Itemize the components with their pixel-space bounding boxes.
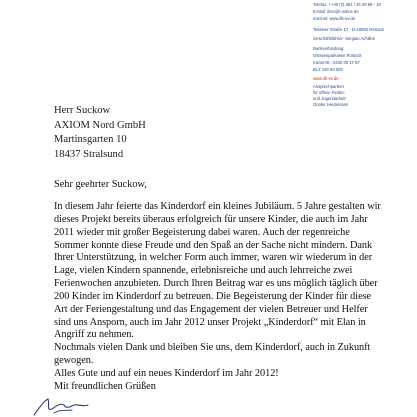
letterhead-contact-line-3: und Jugendarbeit: [313,96,347,101]
recipient-address [54,104,146,162]
body-line: Ferienwochen anzubieten. Durch Ihren Beitrag war es uns möglich täglich über [54,278,378,290]
letterhead-website-red: www.ilb-ev.de [313,76,339,81]
body-line: Angriff zu nehmen. [54,329,134,341]
body-line: Ihrer Unterstützung, in welcher Form auch immer, waren wir wiederum in der [54,252,373,264]
body-line: Sommer konnte diese Freude und den Spaß an der Sache nicht mindern. Dank [54,239,373,251]
letterhead-bank-heading: Bankverbindung: [313,46,345,51]
letterhead-address: Tessiner Straße 17 · D-18055 Rostock [313,27,385,32]
body-line: Mit freundlichen Grüßen [54,380,156,392]
signature-image [30,395,100,417]
letter-body [54,201,394,394]
body-line: Lage, vielen Kindern spannende, erlebnisreiche und auch lehrreiche zwei [54,265,353,277]
body-line: Nochmals vielen Dank und bleiben Sie uns, dem Kinderdorf, auch in Zukunft [54,342,371,354]
letterhead-managing-director: Geschäftsführer: Sergian Achilles [313,36,375,41]
body-line: Art der Feriengestaltung und das Engagement der vielen Betreuer und Helfer [54,303,368,315]
letterhead-contact-line-1: Ansprechpartner [313,84,344,89]
body-line: dieses Projekt bereits überaus erfolgreich für unsere Kinder, die auch im Jahr [54,213,368,225]
letterhead-email: E-Mail: ibev@t-online.de [313,9,359,14]
letterhead-contact-line-4: Günter Heidemann [313,102,349,107]
letterhead-account: Konto-Nr.: 0430 00 17 87 [313,60,360,65]
body-line: sind uns Ansporn, auch im Jahr 2012 unser Projekt „Kinderdorf“ mit Elan in [54,316,366,328]
salutation: Sehr geehrter Suckow, [54,179,147,190]
body-line: Alles Gute und auf ein neues Kinderdorf im Jahr 2012! [54,367,279,379]
recipient-street: Martinsgarten 10 [54,134,127,146]
recipient-company: AXIOM Nord GmbH [54,119,146,131]
letterhead-internet: Internet: www.ilb-ev.de [313,16,356,21]
body-line: 200 Kinder im Kinderdorf zu betreuen. Die Begeisterung der Kinder für diese [54,290,372,302]
letterhead-blz: BLZ 130 50 000 [313,67,343,72]
letterhead-telefax: Telefax: ++49 (0) 381 / 25 28 99 - 19 [313,2,381,7]
letterhead-contact-line-2: für offene Kinder- [313,90,346,95]
recipient-name: Herr Suckow [54,105,111,116]
body-line: gewogen. [54,355,94,367]
body-line: 2011 wieder mit großer Begeisterung dabei waren. Auch der regenreiche [54,226,350,238]
letterhead-bank-name: Ostseesparkasse Rostock [313,53,362,58]
recipient-city: 18437 Stralsund [54,148,124,160]
body-line: In diesem Jahr feierte das Kinderdorf ein kleines Jubiläum. 5 Jahre gestalten wir [54,201,381,212]
